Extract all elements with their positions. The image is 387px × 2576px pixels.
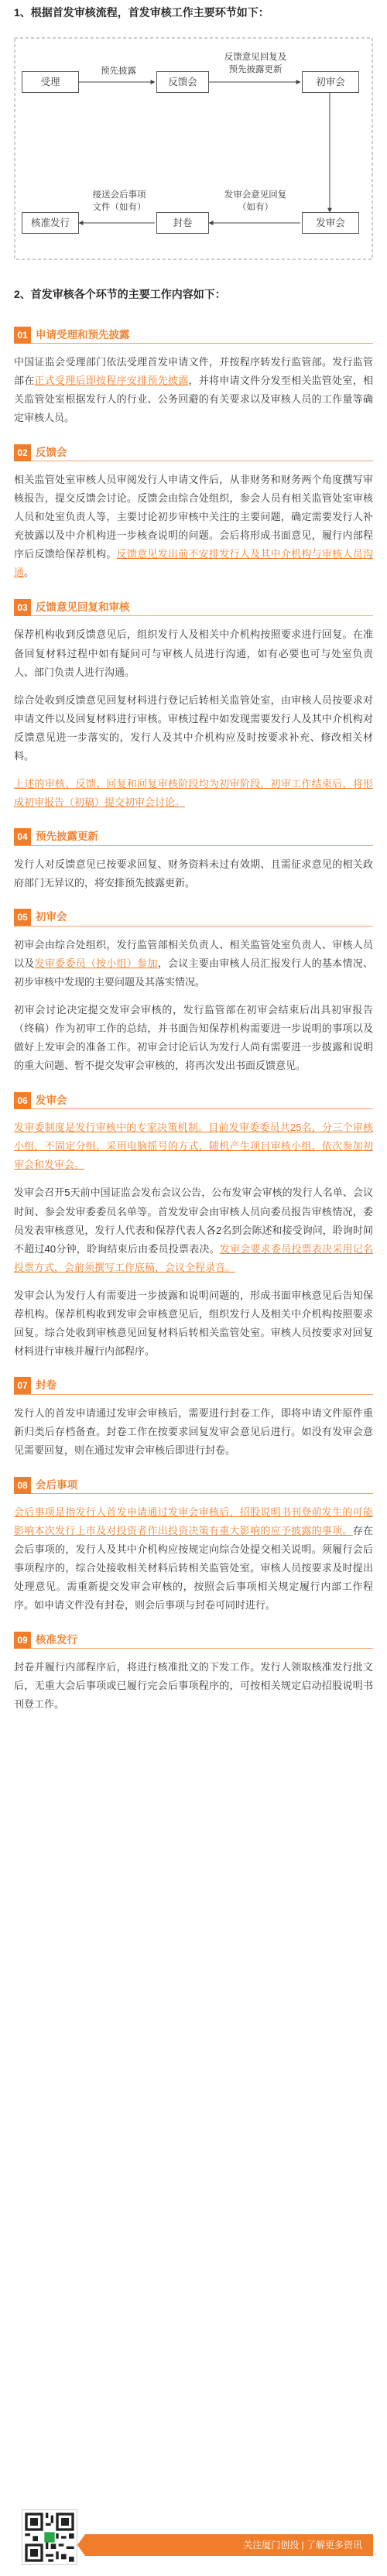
paragraph-text: 封卷并履行内部程序后，将进行核准批文的下发工作。发行人领取核准发行批文后，无重大会后事项或已履行完会后事项程序的，可按相关规定启动招股说明书刊登工作。 <box>14 1661 373 1711</box>
subsection-number: 03 <box>14 599 31 616</box>
paragraph <box>14 1658 373 1714</box>
subsection-number: 05 <box>14 909 31 926</box>
paragraph <box>14 855 373 892</box>
paragraph <box>14 471 373 582</box>
node-first-review: 初审会 <box>302 71 359 93</box>
node-accept: 受理 <box>22 71 79 93</box>
qr-code-icon[interactable] <box>22 2509 77 2565</box>
paragraph-text: 。 <box>24 567 35 579</box>
label-committee-opinion: 发审会意见回复 （如有） <box>224 190 287 212</box>
subsection-title: 封卷 <box>36 1379 57 1392</box>
section-2-title: 2、首发审核各个环节的主要工作内容如下： <box>14 288 226 300</box>
highlighted-text: 正式受理后即按程序安排预先披露 <box>34 375 189 387</box>
paragraph <box>14 1404 373 1460</box>
subsection-number: 04 <box>14 828 31 845</box>
node-feedback: 反馈会 <box>156 71 209 93</box>
subsection-header <box>14 1378 373 1395</box>
subsection-number: 01 <box>14 327 31 344</box>
section-2-content <box>14 327 373 1723</box>
subsection-header <box>14 599 373 616</box>
subsection-title: 会后事项 <box>36 1478 77 1491</box>
approval-flowchart <box>14 37 373 260</box>
paragraph <box>14 1184 373 1276</box>
subsection-title: 反馈会 <box>36 446 67 458</box>
highlighted-text: 发审会要求委员投票表决采用记名投票方式，会前须撰写工作底稿，会议全程录音。 <box>14 1242 373 1273</box>
subsection-number: 02 <box>14 444 31 461</box>
paragraph-text: 存在会后事项的，发行人及其中介机构应按规定向综合处提交相关说明。须履行会后事项程序的，综合处接收相关材料后转相关监管处室。审核人员按要求及时提出处理意见。需重新提交发审会审核的，按照会后事项相关规定履行内部工作程序。如申请文件没有封卷，则会后事项与封卷可同时进行。 <box>14 1525 373 1612</box>
subsection-header <box>14 1092 373 1109</box>
highlighted-text: 发审委委员（按小组）参加 <box>34 957 158 970</box>
subsection-number: 07 <box>14 1377 31 1394</box>
label-after-events: 接送会后事项 文件（如有） <box>92 190 146 212</box>
subsection-title: 发审会 <box>36 1094 67 1106</box>
paragraph-text: 发审会召开5天前中国证监会发布会议公告，公布发审会审核的发行人名单、会议时间、参会发审委委员名单等。首发发审会由审核人员向委员报告审核情况，委员发表审核意见，发行人代表和保荐代表人各2名到会陈述和接受询问，聆询时间不超过40分钟，聆询结束后由委员投票表决。 <box>14 1187 373 1255</box>
section-1-title: 1、根据首发审核流程，首发审核工作主要环节如下： <box>14 6 269 19</box>
subsection-header <box>14 444 373 461</box>
follow-banner[interactable]: 关注厦门创投 | 了解更多资讯 <box>85 2534 373 2556</box>
subsection-header <box>14 1477 373 1494</box>
node-committee: 发审会 <box>302 212 359 234</box>
footer <box>0 2503 387 2576</box>
subsection-header <box>14 327 373 344</box>
paragraph <box>14 1503 373 1615</box>
subsection-number: 09 <box>14 1632 31 1649</box>
paragraph-text: 初审会由综合处组织，发行监管部相关负责人、相关监管处室负责人、审核人员以及 <box>14 938 373 970</box>
subsection-title: 核准发行 <box>36 1633 77 1646</box>
paragraph-text: 保荐机构收到反馈意见后，组织发行人及相关中介机构按照要求进行回复。在准备回复材料过程中如有疑问可与审核人员进行沟通，如有必要也可与处室负责人、部门负责人进行沟通。 <box>14 629 373 678</box>
subsection-header <box>14 909 373 927</box>
footer-arrow <box>77 2534 85 2556</box>
paragraph <box>14 775 373 812</box>
paragraph <box>14 1001 373 1075</box>
paragraph-text: 发行人对反馈意见已按要求回复、财务资料未过有效期、且需征求意见的相关政府部门无异议的，将安排预先披露更新。 <box>14 858 373 889</box>
subsection-title: 反馈意见回复和审核 <box>36 601 130 613</box>
paragraph <box>14 1118 373 1174</box>
subsection-number: 08 <box>14 1477 31 1494</box>
label-pre-disclosure: 预先披露 <box>101 67 136 76</box>
highlighted-text: 发审委制度是发行审核中的专家决策机制。目前发审委委员共25名，分三个审核小组，不固定分组，采用电脑摇号的方式，随机产生项目审核小组，依次参加初审会和发审会。 <box>14 1122 373 1171</box>
subsection-title: 申请受理和预先披露 <box>36 328 130 341</box>
paragraph-text: 发审会认为发行人有需要进一步披露和说明问题的，形成书面审核意见后告知保荐机构。保荐机构收到发审会审核意见后，组织发行人及相关中介机构按照要求回复。综合处收到审核意见回复材料后转相关监管处室。审核人员按要求对回复材料进行审核并履行内部程序。 <box>14 1289 373 1357</box>
paragraph-text: ，会议主要由审核人员汇报发行人的基本情况、初步审核中发现的主要问题及其落实情况。 <box>14 957 373 988</box>
node-issue: 核准发行 <box>22 212 79 234</box>
paragraph <box>14 936 373 992</box>
paragraph-text: 中国证监会受理部门依法受理首发申请文件，并按程序转发行监管部。发行监管部在 <box>14 356 373 387</box>
subsection-title: 初审会 <box>36 911 67 923</box>
subsection-title: 预先披露更新 <box>36 831 98 843</box>
paragraph-text: 发行人的首发申请通过发审会审核后，需要进行封卷工作，即将申请文件原件重新归类后存档备查。封卷工作在按要求回复发审会意见后进行。如没有发审会意见需要回复，则在通过发审会审核后即进行封卷。 <box>14 1406 373 1456</box>
paragraph-text: 初审会讨论决定提交发审会审核的，发行监管部在初审会结束后出具初审报告（终稿）作为初审工作的总结，并书面告知保荐机构需要进一步说明的事项以及做好上发审会的准备工作。初审会讨论后认为发行人尚有需要进一步披露和说明的重大问题、暂不提交发审会审核的，将再次发出书面反馈意见。 <box>14 1004 373 1072</box>
highlighted-text: 会后事项是指发行人首发申请通过发审会审核后，招股说明书刊登前发生的可能影响本次发行上市及对投资者作出投资决策有重大影响的应予披露的事项。 <box>14 1506 373 1537</box>
subsection-number: 06 <box>14 1092 31 1109</box>
highlighted-text: 上述的审核、反馈、回复和回复审核阶段均为初审阶段，初审工作结束后，将形成初审报告（初稿）提交初审会讨论。 <box>14 777 373 808</box>
paragraph <box>14 625 373 681</box>
paragraph-text: 综合处收到反馈意见回复材料进行登记后转相关监管处室，由审核人员按要求对申请文件以及回复材料进行审核。审核过程中如发现需要发行人及其中介机构对反馈意见进一步落实的，发行人及其中介机构应及时按要求补充、修改相关材料。 <box>14 694 373 762</box>
paragraph <box>14 353 373 427</box>
paragraph <box>14 691 373 766</box>
node-seal: 封卷 <box>156 212 209 234</box>
label-feedback-reply: 反馈意见回复及 预先披露更新 <box>224 53 287 74</box>
subsection-header <box>14 1632 373 1649</box>
highlighted-text: 反馈意见发出前不安排发行人及其中介机构与审核人员沟通 <box>14 548 373 579</box>
paragraph-text: 相关监管处室审核人员审阅发行人申请文件后，从非财务和财务两个角度撰写审核报告，提交反馈会讨论。反馈会由综合处组织，参会人员有相关监管处室审核人员和处室负责人等，主要讨论初步审核中关注的主要问题，确定需要发行人补充披露以及中介机构进一步核查说明的问题。会后将形成书面意见，履行内部程序后反馈给保荐机构。 <box>14 474 373 560</box>
paragraph-text: ，并将申请文件分发至相关监管处室，相关监管处室根据发行人的行业、公务回避的有关要求以及审核人员的工作量等确定审核人员。 <box>14 375 373 424</box>
paragraph <box>14 1286 373 1361</box>
subsection-header <box>14 829 373 846</box>
